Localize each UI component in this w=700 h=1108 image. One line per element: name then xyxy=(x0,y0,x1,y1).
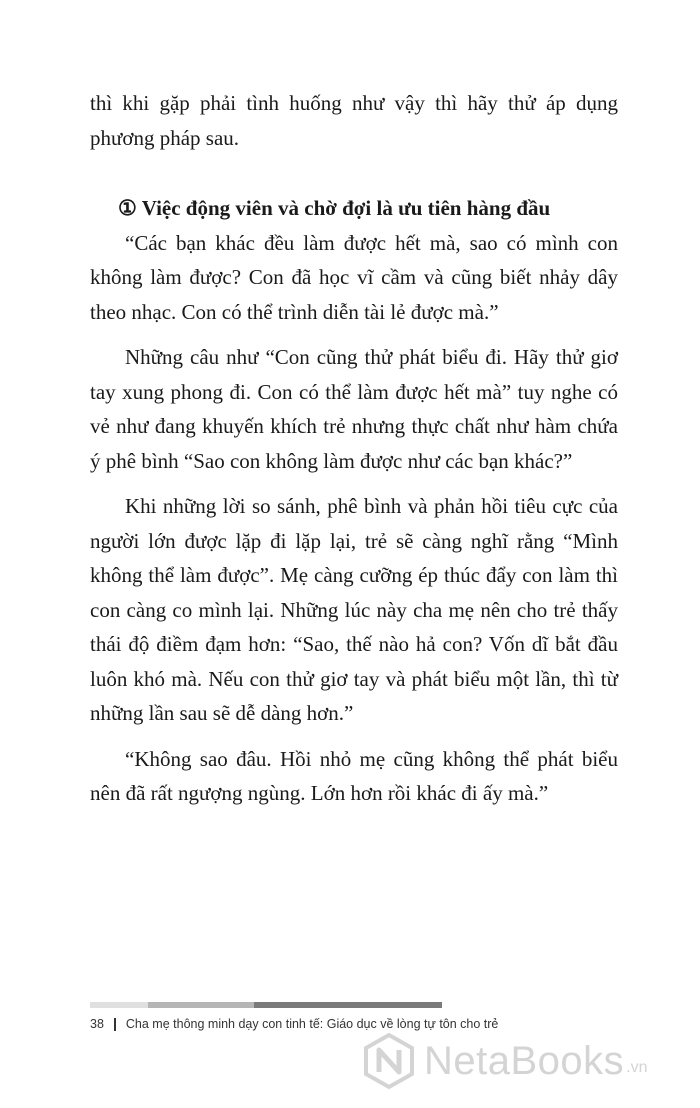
section-heading: ① Việc động viên và chờ đợi là ưu tiên hàng đầu xyxy=(118,196,551,220)
book-title: Cha mẹ thông minh dạy con tinh tế: Giáo dục về lòng tự tôn cho trẻ xyxy=(125,1017,499,1031)
paragraph-quote-child: “Các bạn khác đều làm được hết mà, sao có mình con không làm được? Con đã học vĩ cầm và cũng biết nhảy dây theo nhạc. Con có thể trình diễn tài lẻ được mà.” xyxy=(90,230,618,324)
paragraph-comparison: Khi những lời so sánh, phê bình và phản hồi tiêu cực của người lớn được lặp đi lặp lại, trẻ sẽ càng nghĩ rằng “Mình không thể làm được”. Mẹ càng cưỡng ép thúc đẩy con làm thì con càng co mình lại. Những lúc này cha mẹ nên cho trẻ thấy thái độ điềm đạm hơn: “Sao, thế nào hả con? Vốn dĩ bắt đầu luôn khó mà. Nếu con thử giơ tay và phát biểu một lần, thì từ những lần sau sẽ dễ dàng hơn.” xyxy=(90,494,618,725)
watermark-suffix: .vn xyxy=(626,1059,648,1076)
page-footer xyxy=(90,1017,498,1031)
watermark-brand: NetaBooks xyxy=(424,1038,625,1083)
paragraph-encouragement: Những câu như “Con cũng thử phát biểu đi. Hãy thử giơ tay xung phong đi. Con có thể làm được hết mà” tuy nghe có vẻ như đang khuyến khích trẻ nhưng thực chất như hàm chứa ý phê bình “Sao con không làm được như các bạn khác?” xyxy=(90,345,618,473)
watermark xyxy=(360,1032,648,1090)
footer-bar-segment xyxy=(254,1002,442,1008)
page-number: 38 xyxy=(90,1017,104,1031)
footer-bar-segment xyxy=(148,1002,254,1008)
footer-separator xyxy=(114,1018,116,1031)
footer-progress-bar xyxy=(90,1002,442,1008)
netabooks-logo-icon xyxy=(360,1032,418,1090)
body-text xyxy=(90,86,618,811)
footer-bar-segment xyxy=(90,1002,148,1008)
paragraph-intro: thì khi gặp phải tình huống như vậy thì hãy thử áp dụng phương pháp sau. xyxy=(90,91,618,150)
paragraph-quote-mother: “Không sao đâu. Hồi nhỏ mẹ cũng không thể phát biểu nên đã rất ngượng ngùng. Lớn hơn rồi khác đi ấy mà.” xyxy=(90,746,618,805)
